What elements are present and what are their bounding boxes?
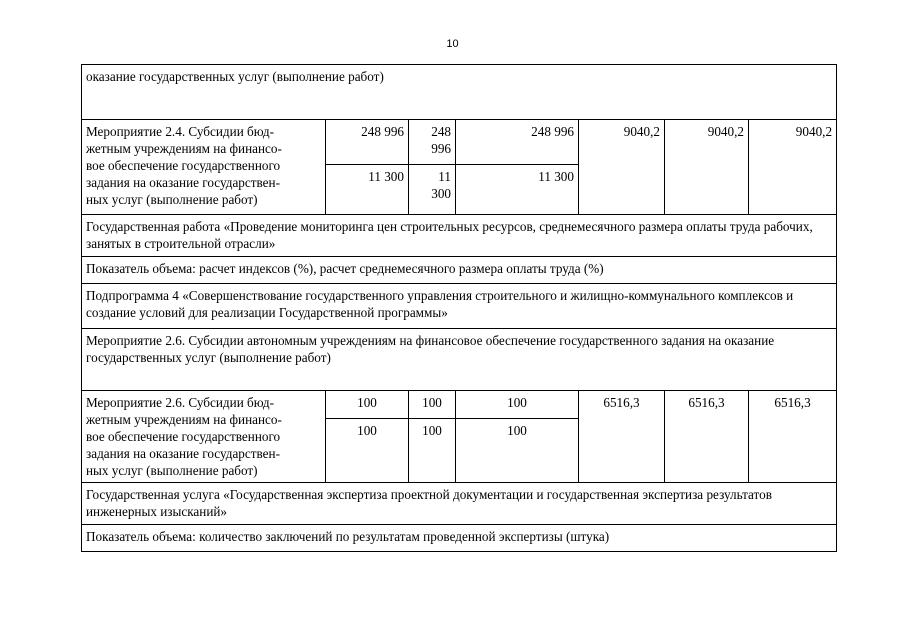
measure-2-4-label: Мероприятие 2.4. Субсидии бюд- жетным учреждениям на финансо- вое обеспечение государственного задания на оказание государствен- ных услуг (выполнение работ) — [82, 120, 326, 215]
cell-value: 248 996 — [456, 120, 579, 165]
cell-value: 100 — [326, 391, 409, 419]
row-text: Показатель объема: количество заключений по результатам проведенной экспертизы (штука) — [82, 525, 837, 552]
table-row — [82, 215, 837, 257]
cell-value: 100 — [409, 391, 456, 419]
document-table — [81, 64, 837, 552]
cell-value: 100 — [326, 419, 409, 483]
cell-value: 11 300 — [326, 165, 409, 215]
table-row — [82, 483, 837, 525]
table-row — [82, 525, 837, 552]
cell-value: 6516,3 — [749, 391, 837, 483]
cell-value: 11 300 — [409, 165, 456, 215]
cell-value: 9040,2 — [579, 120, 665, 215]
table-row — [82, 329, 837, 391]
cell-value: 6516,3 — [579, 391, 665, 483]
cell-value: 9040,2 — [665, 120, 749, 215]
measure-2-6-label: Мероприятие 2.6. Субсидии бюд- жетным учреждениям на финансо- вое обеспечение государственного задания на оказание государствен- ных услуг (выполнение работ) — [82, 391, 326, 483]
row-text: оказание государственных услуг (выполнение работ) — [82, 65, 837, 120]
table-row — [82, 120, 837, 165]
table-row — [82, 391, 837, 419]
row-text: Подпрограмма 4 «Совершенствование государственного управления строительного и жилищно-коммунального комплексов и создание условий для реализации Государственной программы» — [82, 284, 837, 329]
row-text: Государственная работа «Проведение мониторинга цен строительных ресурсов, среднемесячного размера оплаты труда рабочих, занятых в строительной отрасли» — [82, 215, 837, 257]
cell-value: 100 — [456, 391, 579, 419]
table-row — [82, 65, 837, 120]
table-row — [82, 257, 837, 284]
row-text: Показатель объема: расчет индексов (%), расчет среднемесячного размера оплаты труда (%) — [82, 257, 837, 284]
cell-value: 11 300 — [456, 165, 579, 215]
row-text: Мероприятие 2.6. Субсидии автономным учреждениям на финансовое обеспечение государственного задания на оказание государственных услуг (выполнение работ) — [82, 329, 837, 391]
table-row — [82, 284, 837, 329]
cell-value: 100 — [409, 419, 456, 483]
page-number: 10 — [446, 38, 459, 50]
row-text: Государственная услуга «Государственная экспертиза проектной документации и государственная экспертиза результатов инженерных изысканий» — [82, 483, 837, 525]
cell-value: 9040,2 — [749, 120, 837, 215]
cell-value: 6516,3 — [665, 391, 749, 483]
cell-value: 248 996 — [409, 120, 456, 165]
cell-value: 248 996 — [326, 120, 409, 165]
cell-value: 100 — [456, 419, 579, 483]
